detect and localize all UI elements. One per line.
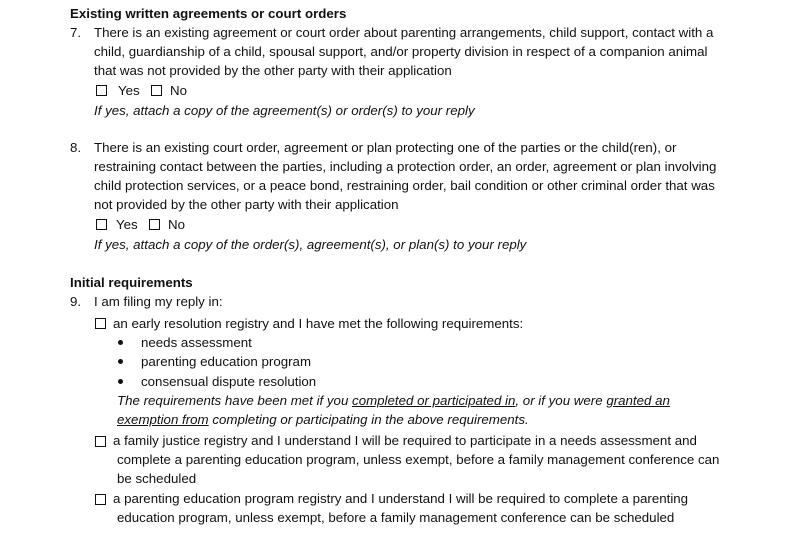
q7-yes-label: Yes: [118, 83, 140, 98]
q9-family-justice-line-2: complete a parenting education program, unless exempt, before a family management conference can: [117, 452, 720, 467]
note-text: , or if you were: [515, 393, 607, 408]
q8-line-3: child protection services, or a peace bond, restraining order, bail condition or other criminal order that was: [94, 178, 715, 193]
q7-line-1: There is an existing agreement or court order about parenting arrangements, child support, contact with a: [94, 25, 714, 40]
q7-no-label: No: [170, 83, 187, 98]
q9-family-justice-line-3: be scheduled: [117, 471, 197, 486]
requirement-item: needs assessment: [141, 335, 252, 350]
q9-early-resolution-label: an early resolution registry and I have met the following requirements:: [113, 316, 524, 331]
q8-line-1: There is an existing court order, agreement or plan protecting one of the parties or the child(ren), or: [94, 140, 677, 155]
note-text: completing or participating in the above requirements.: [208, 412, 529, 427]
q8-line-4: not provided by the other party with their application: [94, 197, 399, 212]
q9-number: 9.: [70, 294, 82, 309]
q8-yes-label: Yes: [116, 217, 138, 232]
q8-line-2: restraining contact between the parties, including a protection order, an order, agreement or plan involving: [94, 159, 717, 174]
q8-instruction: If yes, attach a copy of the order(s), agreement(s), or plan(s) to your reply: [94, 237, 527, 252]
requirement-item: consensual dispute resolution: [141, 374, 317, 389]
q7-line-2: child, guardianship of a child, spousal support, and/or property division in respect of a companion animal: [94, 44, 708, 59]
q9-intro: I am filing my reply in:: [94, 294, 223, 309]
q9-parenting-registry-checkbox[interactable]: [95, 494, 106, 505]
q7-no-checkbox[interactable]: [151, 85, 162, 96]
bullet-icon: [118, 379, 123, 384]
note-underlined-text: granted an: [606, 393, 670, 408]
note-underlined-text: completed or participated in: [352, 393, 516, 408]
q7-number: 7.: [70, 25, 82, 40]
q8-no-checkbox[interactable]: [149, 219, 160, 230]
section-heading-agreements: Existing written agreements or court orders: [70, 6, 347, 21]
section-heading-initial: Initial requirements: [70, 275, 193, 290]
requirement-item: parenting education program: [141, 354, 312, 369]
q8-no-label: No: [168, 217, 185, 232]
q9-early-resolution-checkbox[interactable]: [95, 318, 106, 329]
note-text: The requirements have been met if you: [117, 393, 353, 408]
q9-family-justice-checkbox[interactable]: [95, 436, 106, 447]
requirements-note-line-1: [117, 391, 670, 410]
bullet-icon: [118, 340, 123, 345]
note-underlined-text: exemption from: [117, 412, 209, 427]
q7-line-3: that was not provided by the other party with their application: [94, 63, 452, 78]
q9-parenting-registry-line-1: a parenting education program registry and I understand I will be required to complete a parenting: [113, 491, 689, 506]
q8-yes-checkbox[interactable]: [96, 219, 107, 230]
q7-instruction: If yes, attach a copy of the agreement(s) or order(s) to your reply: [94, 103, 475, 118]
requirements-note-line-2: [117, 410, 529, 429]
q9-family-justice-line-1: a family justice registry and I understand I will be required to participate in a needs assessment and: [113, 433, 697, 448]
q7-yes-checkbox[interactable]: [96, 85, 107, 96]
bullet-icon: [118, 359, 123, 364]
q8-number: 8.: [70, 140, 82, 155]
q9-parenting-registry-line-2: education program, unless exempt, before a family management conference can be scheduled: [117, 510, 675, 525]
